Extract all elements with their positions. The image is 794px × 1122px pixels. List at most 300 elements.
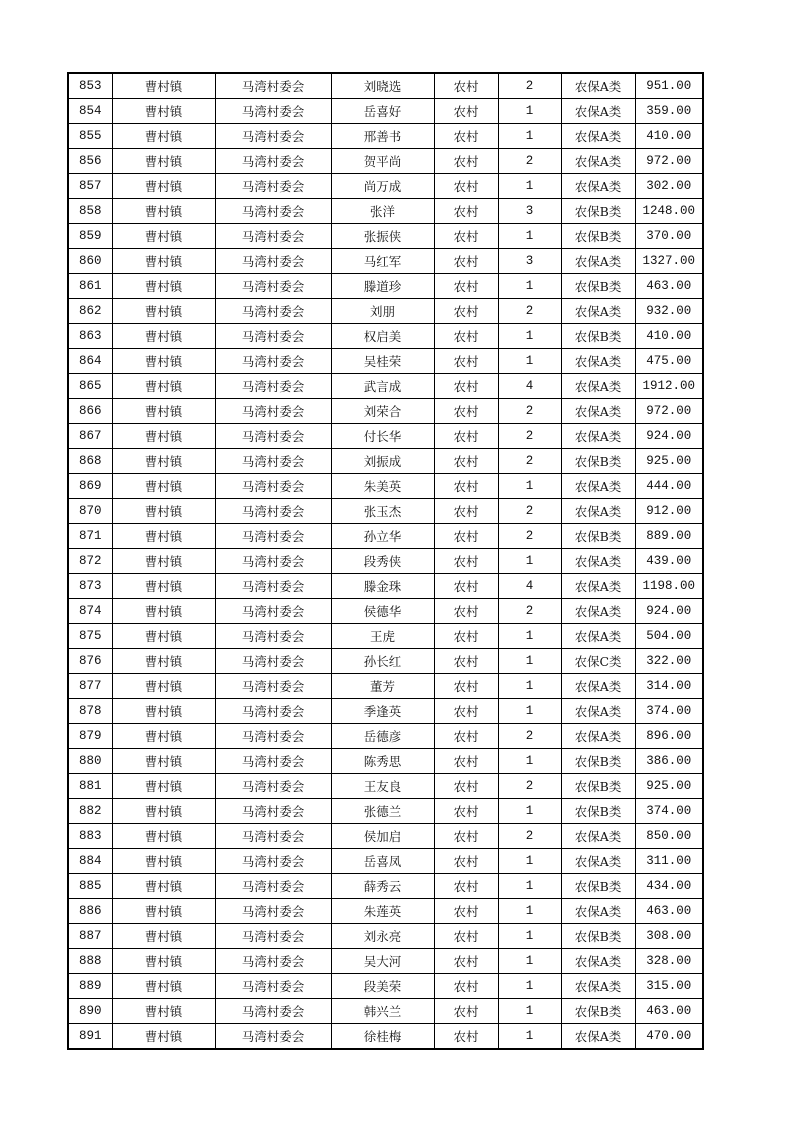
town-cell: 曹村镇	[112, 724, 215, 749]
insurance-category-cell: 农保B类	[561, 199, 635, 224]
area-type-cell: 农村	[434, 749, 498, 774]
amount-cell: 951.00	[635, 73, 703, 99]
row-number-cell: 866	[68, 399, 112, 424]
insurance-category-cell: 农保A类	[561, 699, 635, 724]
amount-cell: 896.00	[635, 724, 703, 749]
amount-cell: 370.00	[635, 224, 703, 249]
household-size-cell: 3	[498, 199, 561, 224]
person-name-cell: 权启美	[331, 324, 434, 349]
village-cell: 马湾村委会	[215, 924, 331, 949]
town-cell: 曹村镇	[112, 949, 215, 974]
person-name-cell: 韩兴兰	[331, 999, 434, 1024]
household-size-cell: 1	[498, 624, 561, 649]
amount-cell: 434.00	[635, 874, 703, 899]
town-cell: 曹村镇	[112, 149, 215, 174]
area-type-cell: 农村	[434, 974, 498, 999]
table-row	[68, 649, 703, 674]
insurance-category-cell: 农保A类	[561, 674, 635, 699]
row-number-cell: 859	[68, 224, 112, 249]
area-type-cell: 农村	[434, 724, 498, 749]
amount-cell: 912.00	[635, 499, 703, 524]
table-row	[68, 1024, 703, 1050]
table-row	[68, 349, 703, 374]
table-row	[68, 424, 703, 449]
area-type-cell: 农村	[434, 849, 498, 874]
row-number-cell: 875	[68, 624, 112, 649]
row-number-cell: 880	[68, 749, 112, 774]
household-size-cell: 2	[498, 824, 561, 849]
insurance-category-cell: 农保A类	[561, 724, 635, 749]
amount-cell: 315.00	[635, 974, 703, 999]
amount-cell: 328.00	[635, 949, 703, 974]
person-name-cell: 陈秀思	[331, 749, 434, 774]
area-type-cell: 农村	[434, 624, 498, 649]
insurance-category-cell: 农保A类	[561, 899, 635, 924]
village-cell: 马湾村委会	[215, 174, 331, 199]
village-cell: 马湾村委会	[215, 124, 331, 149]
insurance-category-cell: 农保A类	[561, 549, 635, 574]
town-cell: 曹村镇	[112, 299, 215, 324]
town-cell: 曹村镇	[112, 674, 215, 699]
village-cell: 马湾村委会	[215, 524, 331, 549]
area-type-cell: 农村	[434, 499, 498, 524]
person-name-cell: 孙长红	[331, 649, 434, 674]
row-number-cell: 882	[68, 799, 112, 824]
town-cell: 曹村镇	[112, 849, 215, 874]
area-type-cell: 农村	[434, 349, 498, 374]
table-row	[68, 724, 703, 749]
household-size-cell: 4	[498, 574, 561, 599]
insurance-category-cell: 农保A类	[561, 124, 635, 149]
insurance-category-cell: 农保A类	[561, 149, 635, 174]
person-name-cell: 岳喜好	[331, 99, 434, 124]
person-name-cell: 滕金珠	[331, 574, 434, 599]
person-name-cell: 岳德彦	[331, 724, 434, 749]
person-name-cell: 侯加启	[331, 824, 434, 849]
table-row	[68, 599, 703, 624]
insurance-category-cell: 农保A类	[561, 974, 635, 999]
row-number-cell: 856	[68, 149, 112, 174]
household-size-cell: 2	[498, 774, 561, 799]
area-type-cell: 农村	[434, 73, 498, 99]
household-size-cell: 1	[498, 749, 561, 774]
row-number-cell: 873	[68, 574, 112, 599]
table-row	[68, 199, 703, 224]
table-row	[68, 324, 703, 349]
insurance-category-cell: 农保A类	[561, 474, 635, 499]
table-row	[68, 624, 703, 649]
insurance-category-cell: 农保B类	[561, 924, 635, 949]
person-name-cell: 吴桂荣	[331, 349, 434, 374]
town-cell: 曹村镇	[112, 924, 215, 949]
town-cell: 曹村镇	[112, 374, 215, 399]
row-number-cell: 858	[68, 199, 112, 224]
insurance-category-cell: 农保A类	[561, 1024, 635, 1050]
household-size-cell: 1	[498, 799, 561, 824]
village-cell: 马湾村委会	[215, 399, 331, 424]
person-name-cell: 邢善书	[331, 124, 434, 149]
amount-cell: 1327.00	[635, 249, 703, 274]
row-number-cell: 886	[68, 899, 112, 924]
person-name-cell: 张洋	[331, 199, 434, 224]
person-name-cell: 季逢英	[331, 699, 434, 724]
amount-cell: 311.00	[635, 849, 703, 874]
village-cell: 马湾村委会	[215, 574, 331, 599]
insurance-category-cell: 农保B类	[561, 874, 635, 899]
amount-cell: 410.00	[635, 324, 703, 349]
person-name-cell: 孙立华	[331, 524, 434, 549]
household-size-cell: 1	[498, 99, 561, 124]
town-cell: 曹村镇	[112, 124, 215, 149]
row-number-cell: 881	[68, 774, 112, 799]
insurance-category-cell: 农保B类	[561, 274, 635, 299]
village-cell: 马湾村委会	[215, 624, 331, 649]
household-size-cell: 1	[498, 224, 561, 249]
household-size-cell: 2	[498, 499, 561, 524]
person-name-cell: 张德兰	[331, 799, 434, 824]
town-cell: 曹村镇	[112, 824, 215, 849]
town-cell: 曹村镇	[112, 624, 215, 649]
town-cell: 曹村镇	[112, 749, 215, 774]
amount-cell: 374.00	[635, 799, 703, 824]
area-type-cell: 农村	[434, 774, 498, 799]
household-size-cell: 1	[498, 474, 561, 499]
insurance-category-cell: 农保C类	[561, 649, 635, 674]
person-name-cell: 董芳	[331, 674, 434, 699]
insurance-category-cell: 农保B类	[561, 774, 635, 799]
row-number-cell: 864	[68, 349, 112, 374]
village-cell: 马湾村委会	[215, 499, 331, 524]
amount-cell: 850.00	[635, 824, 703, 849]
row-number-cell: 861	[68, 274, 112, 299]
area-type-cell: 农村	[434, 374, 498, 399]
amount-cell: 924.00	[635, 599, 703, 624]
table-row	[68, 399, 703, 424]
village-cell: 马湾村委会	[215, 949, 331, 974]
household-size-cell: 2	[498, 73, 561, 99]
person-name-cell: 王友良	[331, 774, 434, 799]
town-cell: 曹村镇	[112, 424, 215, 449]
table-row	[68, 224, 703, 249]
person-name-cell: 马红军	[331, 249, 434, 274]
row-number-cell: 857	[68, 174, 112, 199]
household-size-cell: 3	[498, 249, 561, 274]
village-cell: 马湾村委会	[215, 99, 331, 124]
amount-cell: 308.00	[635, 924, 703, 949]
table-row	[68, 99, 703, 124]
table-row	[68, 574, 703, 599]
household-size-cell: 1	[498, 949, 561, 974]
area-type-cell: 农村	[434, 324, 498, 349]
area-type-cell: 农村	[434, 949, 498, 974]
insurance-category-cell: 农保A类	[561, 399, 635, 424]
area-type-cell: 农村	[434, 99, 498, 124]
area-type-cell: 农村	[434, 274, 498, 299]
person-name-cell: 徐桂梅	[331, 1024, 434, 1050]
amount-cell: 889.00	[635, 524, 703, 549]
row-number-cell: 854	[68, 99, 112, 124]
insurance-category-cell: 农保B类	[561, 999, 635, 1024]
table-row	[68, 549, 703, 574]
household-size-cell: 1	[498, 874, 561, 899]
town-cell: 曹村镇	[112, 899, 215, 924]
person-name-cell: 吴大河	[331, 949, 434, 974]
town-cell: 曹村镇	[112, 649, 215, 674]
amount-cell: 386.00	[635, 749, 703, 774]
insurance-category-cell: 农保B类	[561, 224, 635, 249]
village-cell: 马湾村委会	[215, 699, 331, 724]
household-size-cell: 1	[498, 674, 561, 699]
row-number-cell: 877	[68, 674, 112, 699]
household-size-cell: 1	[498, 549, 561, 574]
insurance-category-cell: 农保A类	[561, 624, 635, 649]
amount-cell: 314.00	[635, 674, 703, 699]
area-type-cell: 农村	[434, 674, 498, 699]
village-cell: 马湾村委会	[215, 724, 331, 749]
amount-cell: 374.00	[635, 699, 703, 724]
town-cell: 曹村镇	[112, 324, 215, 349]
person-name-cell: 朱美英	[331, 474, 434, 499]
amount-cell: 924.00	[635, 424, 703, 449]
row-number-cell: 872	[68, 549, 112, 574]
row-number-cell: 871	[68, 524, 112, 549]
household-size-cell: 2	[498, 524, 561, 549]
area-type-cell: 农村	[434, 399, 498, 424]
amount-cell: 925.00	[635, 774, 703, 799]
row-number-cell: 885	[68, 874, 112, 899]
village-cell: 马湾村委会	[215, 149, 331, 174]
town-cell: 曹村镇	[112, 249, 215, 274]
insurance-category-cell: 农保A类	[561, 424, 635, 449]
area-type-cell: 农村	[434, 124, 498, 149]
table-row	[68, 149, 703, 174]
village-cell: 马湾村委会	[215, 899, 331, 924]
row-number-cell: 853	[68, 73, 112, 99]
insurance-category-cell: 农保B类	[561, 524, 635, 549]
table-row	[68, 849, 703, 874]
town-cell: 曹村镇	[112, 599, 215, 624]
row-number-cell: 860	[68, 249, 112, 274]
town-cell: 曹村镇	[112, 574, 215, 599]
village-cell: 马湾村委会	[215, 299, 331, 324]
person-name-cell: 付长华	[331, 424, 434, 449]
amount-cell: 504.00	[635, 624, 703, 649]
household-size-cell: 2	[498, 424, 561, 449]
household-size-cell: 4	[498, 374, 561, 399]
household-size-cell: 1	[498, 999, 561, 1024]
amount-cell: 932.00	[635, 299, 703, 324]
table-row	[68, 949, 703, 974]
area-type-cell: 农村	[434, 474, 498, 499]
table-row	[68, 999, 703, 1024]
household-size-cell: 2	[498, 599, 561, 624]
person-name-cell: 段美荣	[331, 974, 434, 999]
area-type-cell: 农村	[434, 874, 498, 899]
village-cell: 马湾村委会	[215, 349, 331, 374]
insurance-category-cell: 农保B类	[561, 749, 635, 774]
table-row	[68, 174, 703, 199]
household-size-cell: 1	[498, 349, 561, 374]
town-cell: 曹村镇	[112, 799, 215, 824]
town-cell: 曹村镇	[112, 999, 215, 1024]
row-number-cell: 865	[68, 374, 112, 399]
village-cell: 马湾村委会	[215, 374, 331, 399]
area-type-cell: 农村	[434, 699, 498, 724]
insurance-category-cell: 农保A类	[561, 499, 635, 524]
household-size-cell: 2	[498, 724, 561, 749]
row-number-cell: 870	[68, 499, 112, 524]
town-cell: 曹村镇	[112, 274, 215, 299]
insurance-category-cell: 农保B类	[561, 324, 635, 349]
village-cell: 马湾村委会	[215, 474, 331, 499]
household-size-cell: 1	[498, 924, 561, 949]
table-body	[68, 73, 703, 1049]
town-cell: 曹村镇	[112, 874, 215, 899]
person-name-cell: 刘荣合	[331, 399, 434, 424]
area-type-cell: 农村	[434, 424, 498, 449]
area-type-cell: 农村	[434, 249, 498, 274]
insurance-category-cell: 农保A类	[561, 374, 635, 399]
row-number-cell: 876	[68, 649, 112, 674]
village-cell: 马湾村委会	[215, 974, 331, 999]
village-cell: 马湾村委会	[215, 249, 331, 274]
insurance-category-cell: 农保A类	[561, 99, 635, 124]
row-number-cell: 855	[68, 124, 112, 149]
area-type-cell: 农村	[434, 549, 498, 574]
amount-cell: 1248.00	[635, 199, 703, 224]
household-size-cell: 1	[498, 324, 561, 349]
insurance-category-cell: 农保A类	[561, 73, 635, 99]
person-name-cell: 刘晓选	[331, 73, 434, 99]
table-row	[68, 774, 703, 799]
insurance-category-cell: 农保A类	[561, 174, 635, 199]
village-cell: 马湾村委会	[215, 999, 331, 1024]
table-row	[68, 524, 703, 549]
row-number-cell: 878	[68, 699, 112, 724]
beneficiary-table	[67, 72, 704, 1050]
amount-cell: 972.00	[635, 149, 703, 174]
amount-cell: 463.00	[635, 999, 703, 1024]
row-number-cell: 868	[68, 449, 112, 474]
insurance-category-cell: 农保A类	[561, 299, 635, 324]
amount-cell: 470.00	[635, 1024, 703, 1050]
area-type-cell: 农村	[434, 649, 498, 674]
town-cell: 曹村镇	[112, 449, 215, 474]
table-row	[68, 674, 703, 699]
area-type-cell: 农村	[434, 1024, 498, 1050]
village-cell: 马湾村委会	[215, 549, 331, 574]
row-number-cell: 887	[68, 924, 112, 949]
area-type-cell: 农村	[434, 824, 498, 849]
row-number-cell: 884	[68, 849, 112, 874]
person-name-cell: 段秀侠	[331, 549, 434, 574]
household-size-cell: 1	[498, 899, 561, 924]
amount-cell: 322.00	[635, 649, 703, 674]
person-name-cell: 朱莲英	[331, 899, 434, 924]
table-row	[68, 449, 703, 474]
village-cell: 马湾村委会	[215, 799, 331, 824]
household-size-cell: 1	[498, 649, 561, 674]
town-cell: 曹村镇	[112, 1024, 215, 1050]
person-name-cell: 刘永亮	[331, 924, 434, 949]
area-type-cell: 农村	[434, 449, 498, 474]
household-size-cell: 1	[498, 174, 561, 199]
household-size-cell: 2	[498, 399, 561, 424]
area-type-cell: 农村	[434, 524, 498, 549]
row-number-cell: 869	[68, 474, 112, 499]
household-size-cell: 2	[498, 149, 561, 174]
person-name-cell: 刘朋	[331, 299, 434, 324]
person-name-cell: 刘振成	[331, 449, 434, 474]
village-cell: 马湾村委会	[215, 324, 331, 349]
amount-cell: 410.00	[635, 124, 703, 149]
town-cell: 曹村镇	[112, 524, 215, 549]
area-type-cell: 农村	[434, 149, 498, 174]
amount-cell: 463.00	[635, 274, 703, 299]
insurance-category-cell: 农保A类	[561, 949, 635, 974]
person-name-cell: 王虎	[331, 624, 434, 649]
village-cell: 马湾村委会	[215, 1024, 331, 1050]
insurance-category-cell: 农保B类	[561, 799, 635, 824]
area-type-cell: 农村	[434, 299, 498, 324]
table-row	[68, 474, 703, 499]
table-row	[68, 73, 703, 99]
person-name-cell: 滕道珍	[331, 274, 434, 299]
amount-cell: 463.00	[635, 899, 703, 924]
row-number-cell: 867	[68, 424, 112, 449]
table-row	[68, 249, 703, 274]
village-cell: 马湾村委会	[215, 73, 331, 99]
household-size-cell: 1	[498, 124, 561, 149]
person-name-cell: 侯德华	[331, 599, 434, 624]
amount-cell: 444.00	[635, 474, 703, 499]
area-type-cell: 农村	[434, 899, 498, 924]
table-row	[68, 499, 703, 524]
table-row	[68, 374, 703, 399]
row-number-cell: 888	[68, 949, 112, 974]
town-cell: 曹村镇	[112, 174, 215, 199]
table-row	[68, 924, 703, 949]
insurance-category-cell: 农保A类	[561, 249, 635, 274]
household-size-cell: 1	[498, 1024, 561, 1050]
town-cell: 曹村镇	[112, 499, 215, 524]
insurance-category-cell: 农保A类	[561, 824, 635, 849]
town-cell: 曹村镇	[112, 224, 215, 249]
person-name-cell: 武言成	[331, 374, 434, 399]
person-name-cell: 薛秀云	[331, 874, 434, 899]
village-cell: 马湾村委会	[215, 224, 331, 249]
household-size-cell: 1	[498, 849, 561, 874]
insurance-category-cell: 农保B类	[561, 449, 635, 474]
village-cell: 马湾村委会	[215, 774, 331, 799]
area-type-cell: 农村	[434, 199, 498, 224]
area-type-cell: 农村	[434, 799, 498, 824]
area-type-cell: 农村	[434, 224, 498, 249]
village-cell: 马湾村委会	[215, 274, 331, 299]
person-name-cell: 贺平尚	[331, 149, 434, 174]
town-cell: 曹村镇	[112, 549, 215, 574]
amount-cell: 475.00	[635, 349, 703, 374]
table-row	[68, 974, 703, 999]
amount-cell: 359.00	[635, 99, 703, 124]
household-size-cell: 2	[498, 449, 561, 474]
village-cell: 马湾村委会	[215, 449, 331, 474]
village-cell: 马湾村委会	[215, 599, 331, 624]
row-number-cell: 874	[68, 599, 112, 624]
town-cell: 曹村镇	[112, 699, 215, 724]
town-cell: 曹村镇	[112, 774, 215, 799]
household-size-cell: 1	[498, 974, 561, 999]
